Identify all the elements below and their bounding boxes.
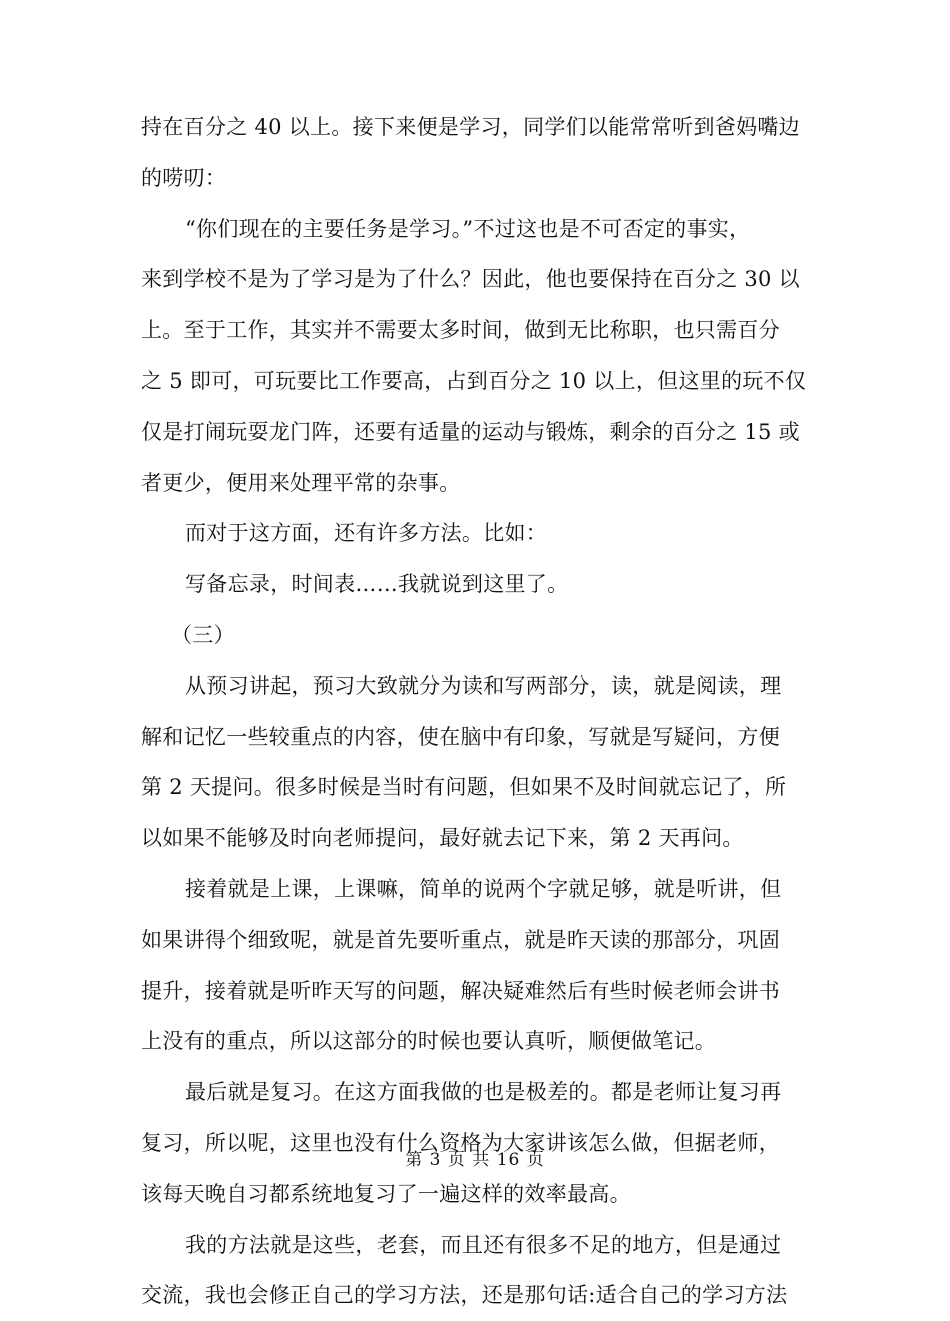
text-line: 最后就是复习。在这方面我做的也是极差的。都是老师让复习再 [185,1080,782,1105]
text-line: 该每天晚自习都系统地复习了一遍这样的效率最高。 [141,1181,631,1206]
text-line: 提升，接着就是听昨天写的问题，解决疑难然后有些时候老师会讲书 [141,978,780,1003]
text-line: 交流，我也会修正自己的学习方法，还是那句话:适合自己的学习方法 [141,1283,788,1308]
text-line: 的唠叨： [141,165,227,190]
text-line: 而对于这方面，还有许多方法。比如： [185,521,548,546]
text-line: 复习，所以呢，这里也没有什么资格为大家讲该怎么做，但据老师， [141,1130,780,1155]
text-line: 我的方法就是这些，老套，而且还有很多不足的地方，但是通过 [185,1232,782,1257]
text-line: 之 5 即可，可玩要比工作要高，占到百分之 10 以上，但这里的玩不仅 [141,368,807,393]
page-footer: 第 3 页 共 16 页 [405,1150,545,1170]
text-line: 写备忘录，时间表……我就说到这里了。 [185,572,569,597]
text-line: 第 2 天提问。很多时候是当时有问题，但如果不及时间就忘记了，所 [141,775,787,800]
text-line: 如果讲得个细致呢，就是首先要听重点，就是昨天读的那部分，巩固 [141,927,780,952]
text-line: 来到学校不是为了学习是为了什么？因此，他也要保持在百分之 30 以 [141,267,800,292]
text-line: 以如果不能够及时向老师提问，最好就去记下来，第 2 天再问。 [141,826,744,851]
text-line: 上没有的重点，所以这部分的时候也要认真听，顺便做笔记。 [141,1029,717,1054]
text-line: 解和记忆一些较重点的内容，使在脑中有印象，写就是写疑问，方便 [141,724,780,749]
text-line: 上。至于工作，其实并不需要太多时间，做到无比称职，也只需百分 [141,318,780,343]
text-line: 接着就是上课，上课嘛，简单的说两个字就足够，就是听讲，但 [185,876,782,901]
text-line: 从预习讲起，预习大致就分为读和写两部分，读，就是阅读，理 [185,673,782,698]
section-heading: （三） [171,622,235,647]
text-line: 持在百分之 40 以上。接下来便是学习，同学们以能常常听到爸妈嘴边 [141,115,800,139]
document-body [141,102,806,1321]
text-line: “你们现在的主要任务是学习。”不过这也是不可否定的事实， [185,216,751,241]
text-line: 仅是打闹玩耍龙门阵，还要有适量的运动与锻炼，剩余的百分之 15 或 [141,419,800,444]
text-line: 者更少，便用来处理平常的杂事。 [141,470,461,495]
